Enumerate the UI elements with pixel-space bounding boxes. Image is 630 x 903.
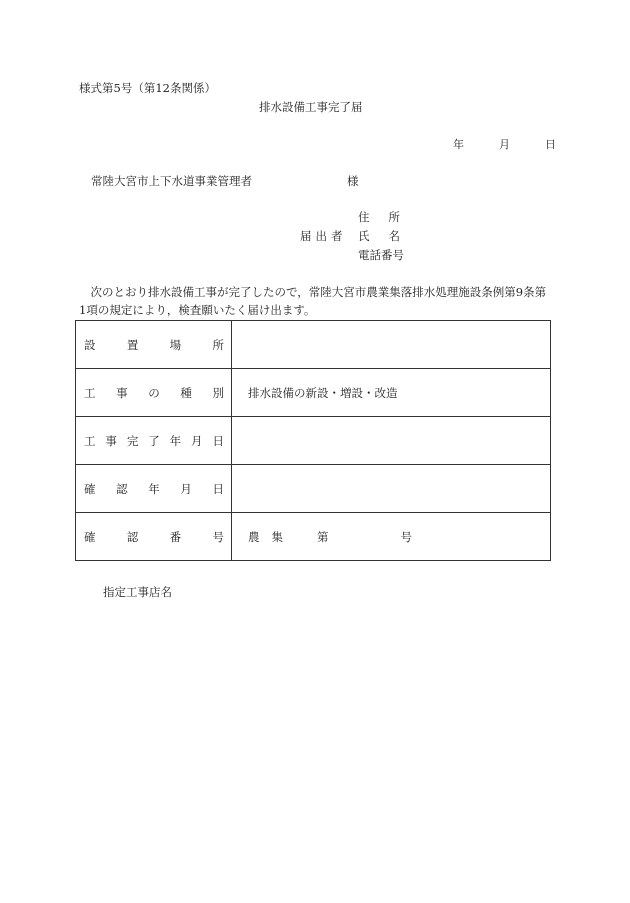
row-label-char: 事 xyxy=(116,385,128,400)
row-label-work-type xyxy=(76,369,232,417)
confirmation-number-suffix: 号 xyxy=(400,529,412,544)
row-label-char: 日 xyxy=(212,481,224,496)
row-label-char: 月 xyxy=(180,481,192,496)
table-row xyxy=(76,417,551,465)
row-value-work-type: 排水設備の新設・増設・改造 xyxy=(232,369,551,417)
row-label-installation-location xyxy=(76,321,232,369)
row-label-char: 設 xyxy=(84,337,96,352)
document-title: 排水設備工事完了届 xyxy=(259,100,363,114)
addressee-name: 常陸大宮市上下水道事業管理者 xyxy=(91,174,252,188)
row-label-char: 場 xyxy=(169,337,182,352)
body-text-line-2: 1項の規定により，検査願いたく届け出ます。 xyxy=(79,303,316,317)
row-label-char: 月 xyxy=(191,433,203,448)
notifier-address-label: 住所 xyxy=(358,210,419,224)
row-label-char: 置 xyxy=(126,337,139,352)
row-label-char: 工 xyxy=(84,385,96,400)
row-value-confirmation-number xyxy=(232,513,551,561)
date-year-label: 年 xyxy=(453,138,464,151)
row-label-char: 日 xyxy=(212,433,224,448)
completion-form-table xyxy=(75,320,551,561)
row-label-char: 確 xyxy=(84,481,96,496)
row-label-char: 工 xyxy=(84,433,96,448)
row-label-char: 認 xyxy=(116,481,128,496)
notifier-group-label: 届出者 xyxy=(300,229,347,243)
row-value-confirmation-date xyxy=(232,465,551,513)
contractor-name-label: 指定工事店名 xyxy=(103,585,172,599)
date-day-label: 日 xyxy=(545,138,556,151)
form-number: 様式第5号（第12条関係） xyxy=(79,81,216,95)
date-month-label: 月 xyxy=(499,138,510,151)
confirmation-number-mid: 第 xyxy=(317,529,329,544)
date-line xyxy=(453,139,556,150)
body-text-line-1: 次のとおり排水設備工事が完了したので，常陸大宮市農業集落排水処理施設条例第9条第 xyxy=(79,285,547,299)
table-row xyxy=(76,513,551,561)
row-value-completion-date xyxy=(232,417,551,465)
row-label-char: 確 xyxy=(84,529,96,544)
row-label-char: 事 xyxy=(105,433,117,448)
row-label-char: 号 xyxy=(212,529,224,544)
row-label-char: 所 xyxy=(212,337,224,352)
row-value-installation-location xyxy=(232,321,551,369)
table-row xyxy=(76,321,551,369)
row-label-char: 年 xyxy=(148,481,160,496)
confirmation-number-prefix: 農集 xyxy=(248,529,295,544)
row-label-char: 認 xyxy=(126,529,139,544)
row-label-char: 番 xyxy=(169,529,182,544)
row-label-confirmation-number xyxy=(76,513,232,561)
row-label-char: 完 xyxy=(126,433,139,448)
row-label-completion-date xyxy=(76,417,232,465)
row-label-char: の xyxy=(148,385,160,400)
table-row xyxy=(76,369,551,417)
row-label-char: 種 xyxy=(180,385,192,400)
table-row xyxy=(76,465,551,513)
notifier-phone-label: 電話番号 xyxy=(358,248,404,262)
notifier-name-label: 氏名 xyxy=(358,229,419,243)
row-label-char: 別 xyxy=(212,385,224,400)
row-label-char: 了 xyxy=(148,433,160,448)
addressee-honorific: 様 xyxy=(347,174,359,188)
row-label-confirmation-date xyxy=(76,465,232,513)
row-label-char: 年 xyxy=(169,433,182,448)
